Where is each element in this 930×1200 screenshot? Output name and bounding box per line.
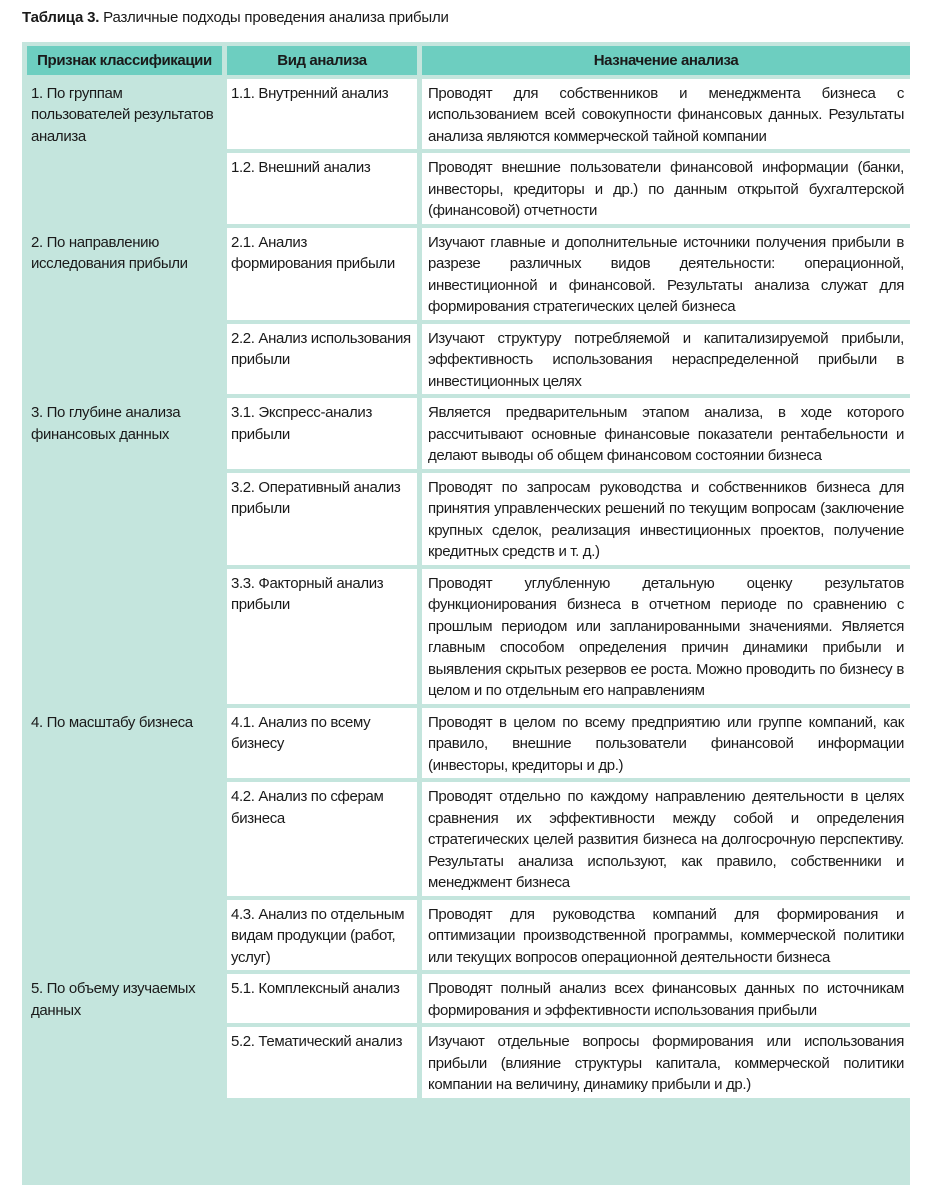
classification-cell: 3. По глубине анализа финансовых данных <box>27 398 222 704</box>
header-analysis-type: Вид анализа <box>227 46 417 75</box>
analysis-type-cell: 3.2. Оперативный анализ прибыли <box>227 473 417 565</box>
purpose-cell: Проводят внешние пользователи финансовой информации (банки, инвесторы, кредиторы и др.) по данным открытой бухгалтерской (финансовой) отчетности <box>422 153 910 224</box>
analysis-type-cell: 1.1. Внутренний анализ <box>227 79 417 150</box>
table-row <box>27 228 910 320</box>
classification-cell: 4. По масштабу бизнеса <box>27 708 222 971</box>
purpose-cell: Изучают структуру потребляемой и капитализируемой прибыли, эффективность использования нераспределенной прибыли в инвестиционных целях <box>422 324 910 395</box>
purpose-cell: Проводят полный анализ всех финансовых данных по источникам формирования и эффективности использования прибыли <box>422 974 910 1023</box>
analysis-type-cell: 1.2. Внешний анализ <box>227 153 417 224</box>
table-body <box>27 79 910 1098</box>
purpose-cell: Изучают главные и дополнительные источники получения прибыли в разрезе различных видов деятельности: операционной, инвестиционной и финансовой. Результаты анализа служат для формирования стратегических целей бизнеса <box>422 228 910 320</box>
classification-cell: 1. По группам пользователей результатов анализа <box>27 79 222 224</box>
purpose-cell: Проводят по запросам руководства и собственников бизнеса для принятия управленческих решений по текущим вопросам (заключение крупных сделок, реализация инвестиционных проектов, получение кредитных средств и т. д.) <box>422 473 910 565</box>
purpose-cell: Проводят углубленную детальную оценку результатов функционирования бизнеса в отчетном периоде по сравнению с прошлым периодом или запланированными значениями. Является главным способом определения причин динамики прибыли и выявления скрытых резервов ее роста. Можно проводить по бизнесу в целом и по отдельным его направлениям <box>422 569 910 704</box>
table-caption <box>22 8 449 28</box>
table-row <box>27 398 910 469</box>
analysis-type-cell: 5.1. Комплексный анализ <box>227 974 417 1023</box>
classification-cell: 5. По объему изучаемых данных <box>27 974 222 1098</box>
analysis-type-cell: 2.2. Анализ использования прибыли <box>227 324 417 395</box>
analysis-type-cell: 4.3. Анализ по отдельным видам продукции (работ, услуг) <box>227 900 417 971</box>
analysis-type-cell: 2.1. Анализ формирования прибыли <box>227 228 417 320</box>
purpose-cell: Проводят в целом по всему предприятию или группе компаний, как правило, внешние пользователи финансовой информации (инвесторы, кредиторы и др.) <box>422 708 910 779</box>
table-title: Различные подходы проведения анализа прибыли <box>103 9 449 26</box>
purpose-cell: Изучают отдельные вопросы формирования или использования прибыли (влияние структуры капитала, коммерческой политики компании на величину, динамику прибыли и др.) <box>422 1027 910 1098</box>
analysis-type-cell: 4.1. Анализ по всему бизнесу <box>227 708 417 779</box>
analysis-table <box>22 42 915 1102</box>
table-row <box>27 974 910 1023</box>
header-row <box>27 46 910 75</box>
purpose-cell: Проводят для руководства компаний для формирования и оптимизации производственной программы, коммерческой политики или текущих вопросов операционной деятельности бизнеса <box>422 900 910 971</box>
header-classification: Признак классификации <box>27 46 222 75</box>
purpose-cell: Является предварительным этапом анализа, в ходе которого рассчитывают основные финансовые показатели рентабельности и делают выводы об общем финансовом состоянии бизнеса <box>422 398 910 469</box>
analysis-type-cell: 4.2. Анализ по сферам бизнеса <box>227 782 417 896</box>
header-purpose: Назначение анализа <box>422 46 910 75</box>
purpose-cell: Проводят отдельно по каждому направлению деятельности в целях сравнения их эффективности между собой и определения стратегических целей развития бизнеса на долгосрочную перспективу. Результаты анализа используют, как правило, собственники и менеджмент бизнеса <box>422 782 910 896</box>
analysis-type-cell: 5.2. Тематический анализ <box>227 1027 417 1098</box>
classification-cell: 2. По направлению исследования прибыли <box>27 228 222 395</box>
table-number: Таблица 3. <box>22 9 100 26</box>
purpose-cell: Проводят для собственников и менеджмента бизнеса с использованием всей совокупности финансовых данных. Результаты анализа являются коммерческой тайной компании <box>422 79 910 150</box>
analysis-type-cell: 3.1. Экспресс-анализ прибыли <box>227 398 417 469</box>
table-container <box>22 42 910 1185</box>
table-row <box>27 79 910 150</box>
analysis-type-cell: 3.3. Факторный анализ прибыли <box>227 569 417 704</box>
table-row <box>27 708 910 779</box>
